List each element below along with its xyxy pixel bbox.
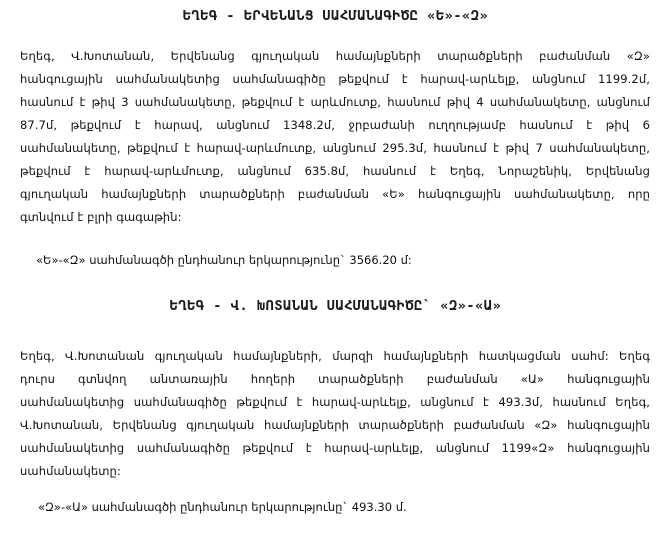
section1-paragraph xyxy=(20,45,650,229)
section1-heading: ԵՂԵԳ - ԵՐՎԵՆԱՆՑ ՍԱՀՄԱՆԱԳԻԾԸ «Ե»-«Զ» xyxy=(182,8,489,24)
section1-line: Եղեգ, Վ.Խոտանան, Երվենանց գյուղական համայնքների տարածքների բաժանման «Զ» xyxy=(20,49,650,63)
section1-line: գյուղական համայնքների տարածքների բաժանման «Ե» հանգուցային սահմանակետը, որը xyxy=(20,187,650,201)
section2-line: սահմանակետը: xyxy=(20,464,121,478)
section2-line: սահմանակետից սահմանագիծը թեքվում է հարավ-արևելք, անցնում է 493.3մ, հասնում Եղեգ, xyxy=(20,395,650,409)
section1-line: գտնվում է բլրի գագաթին: xyxy=(20,210,182,224)
section2-heading: ԵՂԵԳ - Վ. ԽՈՏԱՆԱՆ ՍԱՀՄԱՆԱԳԻԾԸ` «Զ»-«Ա» xyxy=(169,298,502,314)
section1-line: թեքվում է հարավ-արևմուտք, անցնում 635.8մ, հասնում է Եղեգ, Նորաշենիկ, Երվենանց xyxy=(20,164,650,178)
section2-line: սահմանակետից սահմանագիծը թեքվում է հարավ-արևելք, անցնում 1199«Զ» հանգուցային xyxy=(20,441,650,455)
section2-line: Եղեգ, Վ.Խոտանան գյուղական համայնքների, մարզի համայնքների հատկացման սահմ: Եղեգ xyxy=(20,349,650,363)
section1-line: հասնում է թիվ 3 սահմանակետը, թեքվում է արևմուտք, հասնում թիվ 4 սահմանակետը, անցնում xyxy=(20,95,650,109)
section1-total-length: «Ե»-«Զ» սահմանագծի ընդհանուր երկարությունը` 3566.20 մ: xyxy=(36,253,412,267)
section2-total-length: «Զ»-«Ա» սահմանագծի ընդհանուր երկարությունը` 493.30 մ. xyxy=(38,500,407,514)
section2-line: Վ.Խոտանան, Երվենանց գյուղական համայնքների տարածքների բաժանման «Զ» հանգուցային xyxy=(20,418,650,432)
section1-line: 87.7մ, թեքվում է հարավ, անցնում 1348.2մ, ջրբաժանի ուղղությամբ հասնում է թիվ 6 xyxy=(20,118,650,132)
section2-line: դուրս գտնվող անտառային հողերի տարածքների բաժանման «Ա» հանգուցային xyxy=(20,372,650,386)
section1-line: հանգուցային սահմանակետից սահմանագիծը թեքվում է հարավ-արևելք, անցնում 1199.2մ, xyxy=(20,72,650,86)
section2-paragraph xyxy=(20,345,650,483)
section1-line: սահմանակետը, թեքվում է հարավ-արևմուտք, անցնում 295.3մ, հասնում է թիվ 7 սահմանակետը, xyxy=(20,141,650,155)
